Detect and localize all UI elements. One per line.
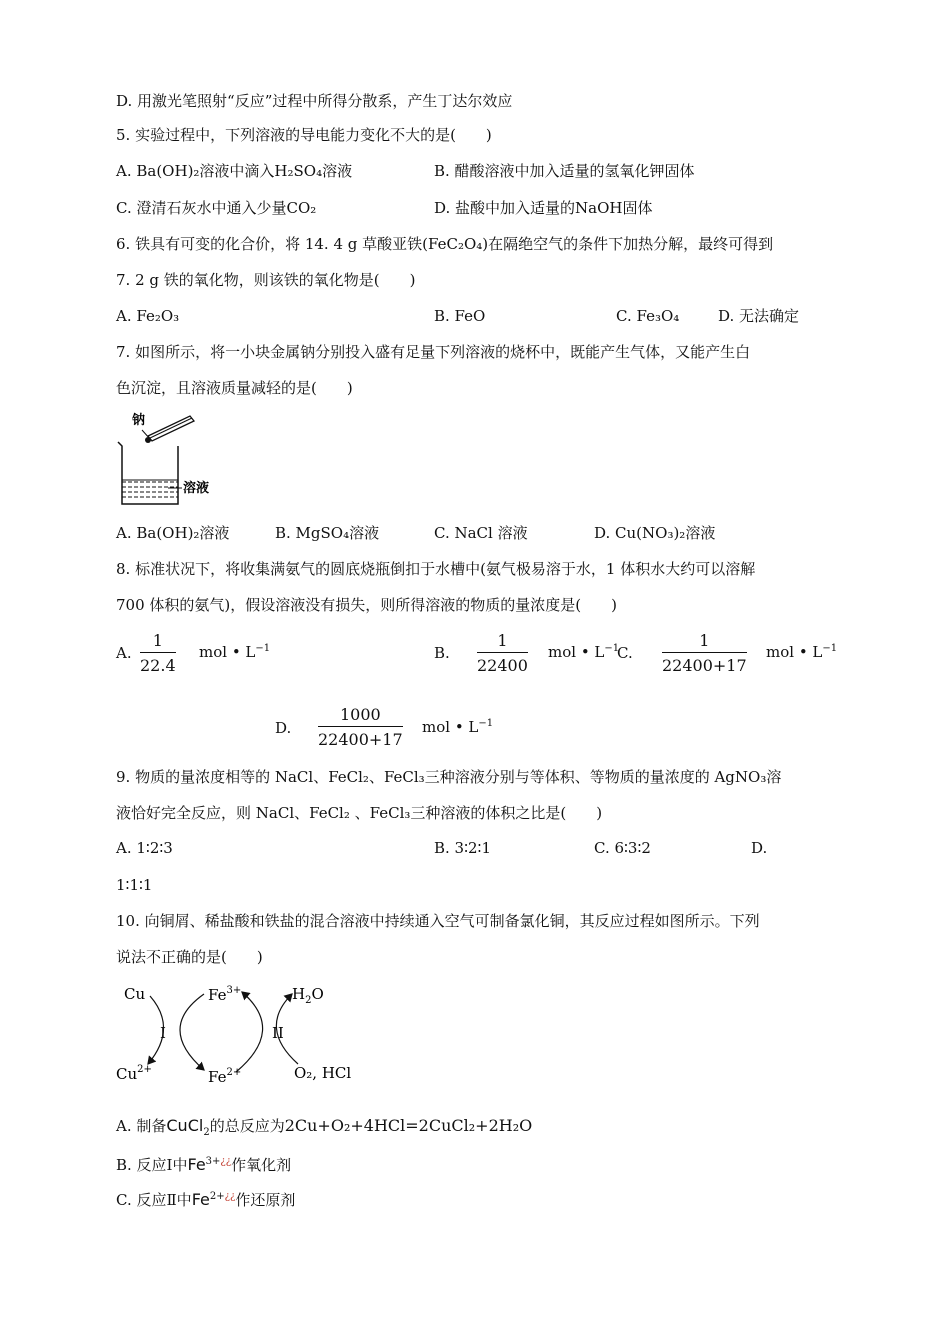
fe2-label: $Fe^{2+}$ <box>208 1067 242 1086</box>
q9-option-b: B. 3∶2∶1 <box>434 839 491 857</box>
q7-option-c: C. NaCl 溶液 <box>434 524 528 542</box>
reaction-cycle-figure <box>108 978 368 1093</box>
q8-c-numerator: 1 <box>662 631 747 653</box>
q7-option-b: B. MgSO₄溶液 <box>275 524 380 542</box>
q8-option-d-fraction <box>318 705 403 749</box>
q8-d-denominator: 22400+17 <box>318 730 403 749</box>
q6-stem-line2: 7. 2 g 铁的氧化物，则该铁的氧化物是( ) <box>116 271 416 289</box>
q9-option-c: C. 6∶3∶2 <box>594 839 651 857</box>
cu-label: Cu <box>124 985 146 1003</box>
q7-option-a: A. Ba(OH)₂溶液 <box>116 524 230 542</box>
q10-stem-line2: 说法不正确的是( ) <box>116 948 263 966</box>
fe3-label: $Fe^{3+}$ <box>208 985 242 1004</box>
q5-option-b: B. 醋酸溶液中加入适量的氢氧化钾固体 <box>434 162 695 180</box>
cu2-label: $Cu^{2+}$ <box>116 1064 152 1083</box>
q10-stem-line1: 10. 向铜屑、稀盐酸和铁盐的混合溶液中持续通入空气可制备氯化铜，其反应过程如图所示。下列 <box>116 912 760 930</box>
q9-stem-line2: 液恰好完全反应，则 NaCl、FeCl₂ 、FeCl₃三种溶液的体积之比是( ) <box>116 804 603 822</box>
q6-option-c: C. Fe₃O₄ <box>616 307 680 325</box>
q9-stem-line1: 9. 物质的量浓度相等的 NaCl、FeCl₂、FeCl₃三种溶液分别与等体积、等物质的量浓度的 AgNO₃溶 <box>116 768 782 786</box>
q10-option-b: B. 反应Ⅰ中$Fe^{3+¿¿}$作氧化剂 <box>116 1155 292 1174</box>
q8-option-c-unit: mol • $L^{-1}$ <box>766 643 838 661</box>
q8-option-d-label: D. <box>275 719 292 737</box>
q7-stem-line2: 色沉淀，且溶液质量减轻的是( ) <box>116 379 353 397</box>
q8-a-numerator: 1 <box>140 631 176 653</box>
q6-option-b: B. FeO <box>434 307 486 325</box>
q8-option-d-unit: mol • $L^{-1}$ <box>422 718 494 736</box>
q8-option-a-label: A. <box>116 644 132 662</box>
q7-option-d: D. Cu(NO₃)₂溶液 <box>594 524 716 542</box>
q10-option-a: A. 制备CuCl$_2$的总反应为2Cu+O₂+4HCl=2CuCl₂+2H₂O <box>116 1116 533 1138</box>
q8-option-a-fraction <box>140 631 176 675</box>
q9-option-d-label: D. <box>751 839 768 857</box>
q8-stem-line1: 8. 标准状况下，将收集满氨气的圆底烧瓶倒扣于水槽中(氨气极易溶于水，1 体积水大约可以溶解 <box>116 560 756 578</box>
q9-option-d-value: 1∶1∶1 <box>116 876 153 894</box>
q8-option-b-label: B. <box>434 644 450 662</box>
q5-option-d: D. 盐酸中加入适量的NaOH固体 <box>434 199 653 217</box>
h2o-label: $H_2O$ <box>292 985 324 1006</box>
q8-a-denominator: 22.4 <box>140 656 176 675</box>
q9-option-a: A. 1∶2∶3 <box>116 839 173 857</box>
q8-option-a-unit: mol • $L^{-1}$ <box>199 643 271 661</box>
q6-option-d: D. 无法确定 <box>718 307 800 325</box>
o2-hcl-label: O₂, HCl <box>294 1064 352 1082</box>
q10-option-c: C. 反应Ⅱ中$Fe^{2+¿¿}$作还原剂 <box>116 1190 296 1209</box>
q5-option-a: A. Ba(OH)₂溶液中滴入H₂SO₄溶液 <box>116 162 353 180</box>
q8-c-denominator: 22400+17 <box>662 656 747 675</box>
q8-b-numerator: 1 <box>477 631 528 653</box>
reaction-i-label: I <box>160 1024 166 1042</box>
q8-b-denominator: 22400 <box>477 656 528 675</box>
q8-option-b-unit: mol • $L^{-1}$ <box>548 643 620 661</box>
beaker-figure <box>112 408 222 512</box>
q5-option-c: C. 澄清石灰水中通入少量CO₂ <box>116 199 317 217</box>
q4-option-d: D. 用激光笔照射“反应”过程中所得分散系，产生丁达尔效应 <box>116 92 513 110</box>
sodium-label: 钠 <box>132 413 146 428</box>
q8-option-c-fraction <box>662 631 747 675</box>
q6-stem-line1: 6. 铁具有可变的化合价，将 14. 4 g 草酸亚铁(FeC₂O₄)在隔绝空气的条件下加热分解，最终可得到 <box>116 235 774 253</box>
solution-label: 溶液 <box>183 481 210 496</box>
q7-stem-line1: 7. 如图所示，将一小块金属钠分别投入盛有足量下列溶液的烧杯中，既能产生气体，又能产生白 <box>116 343 751 361</box>
q8-stem-line2: 700 体积的氨气)，假设溶液没有损失，则所得溶液的物质的量浓度是( ) <box>116 596 617 614</box>
q8-option-b-fraction <box>477 631 528 675</box>
q6-option-a: A. Fe₂O₃ <box>116 307 180 325</box>
q5-stem: 5. 实验过程中，下列溶液的导电能力变化不大的是( ) <box>116 126 492 144</box>
q8-option-c-label: C. <box>617 644 633 662</box>
q8-d-numerator: 1000 <box>318 705 403 727</box>
reaction-ii-label: II <box>272 1024 284 1042</box>
